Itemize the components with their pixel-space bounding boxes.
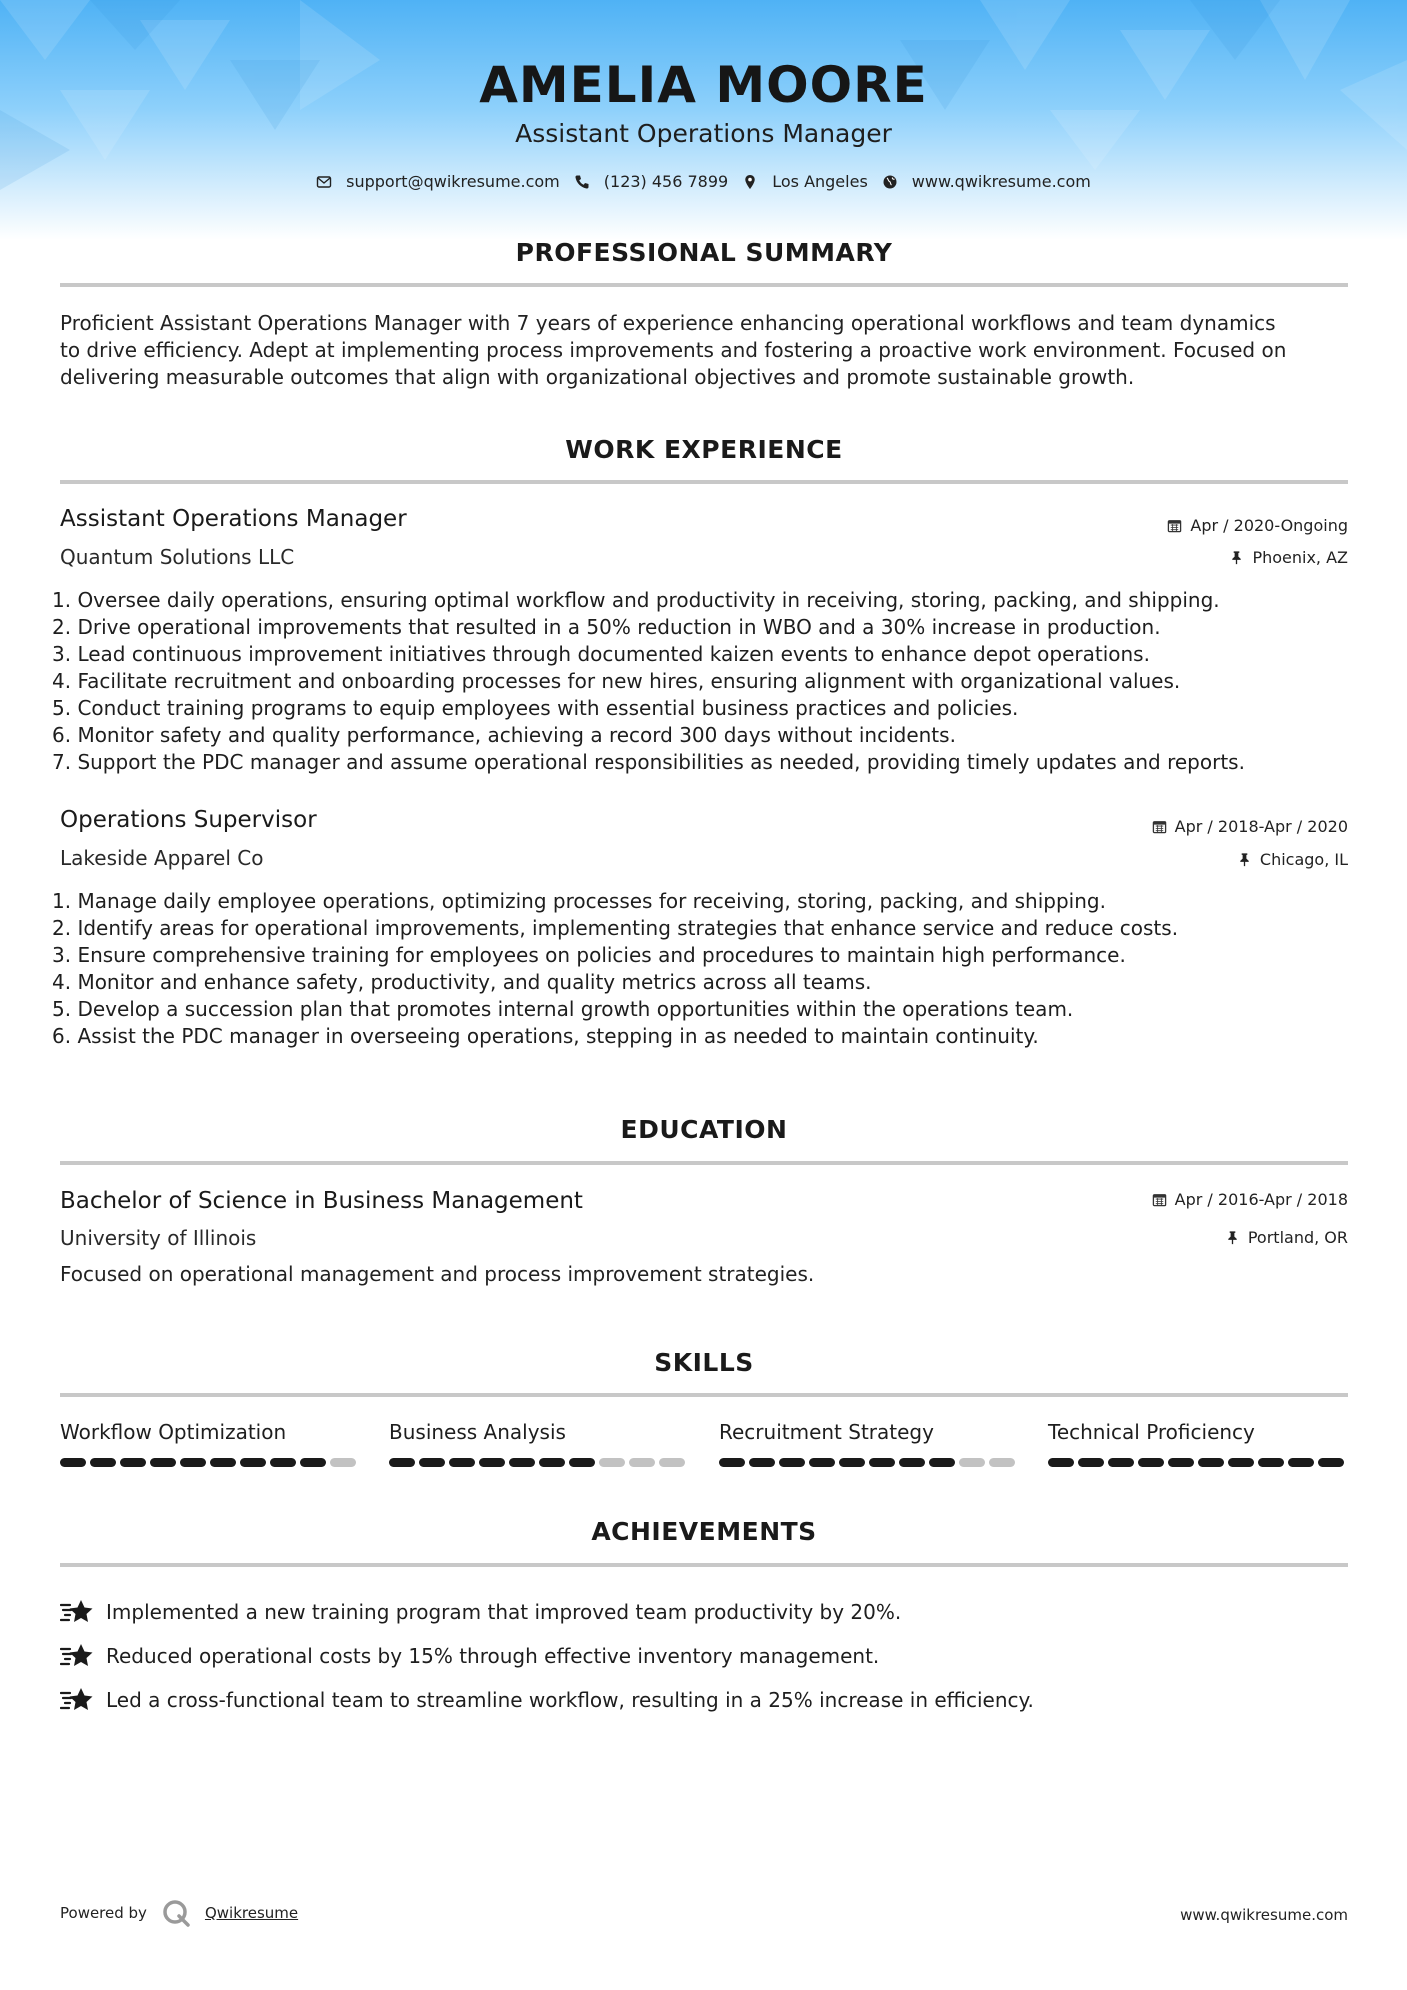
list-item: 5. Conduct training programs to equip employees with essential business practices and policies. (52, 696, 1019, 720)
skill-segment-filled (1108, 1458, 1134, 1467)
summary-line: Proficient Assistant Operations Manager with 7 years of experience enhancing operational workflows and team dynamics (60, 311, 1276, 335)
skill-segment-filled (539, 1458, 565, 1467)
job-company: Lakeside Apparel Co (60, 846, 264, 870)
skill-level-bar (719, 1458, 1019, 1467)
skill-segment-filled (929, 1458, 955, 1467)
skill-label: Recruitment Strategy (719, 1420, 934, 1444)
experience-heading: WORK EXPERIENCE (565, 435, 843, 464)
job-bullets (52, 587, 1352, 776)
shooting-star-icon (60, 1597, 94, 1627)
skill-segment-filled (300, 1458, 326, 1467)
skills-divider (60, 1393, 1348, 1397)
achievement-text: Implemented a new training program that improved team productivity by 20%. (106, 1600, 902, 1624)
achievements-divider (60, 1563, 1348, 1567)
achievement-item (60, 1678, 1350, 1722)
summary-line: to drive efficiency. Adept at implementing process improvements and fostering a proactive work environment. Focused on (60, 338, 1287, 362)
list-item: 2. Drive operational improvements that resulted in a 50% reduction in WBO and a 30% increase in production. (52, 615, 1161, 639)
education-location (1225, 1228, 1348, 1247)
footer-powered-by (60, 1898, 298, 1928)
list-item: 1. Oversee daily operations, ensuring optimal workflow and productivity in receiving, storing, packing, and shipping. (52, 588, 1220, 612)
job-dates-text: Apr / 2020-Ongoing (1190, 516, 1348, 535)
skill-segment-filled (60, 1458, 86, 1467)
skills-list (60, 1420, 1350, 1480)
job-dates-text: Apr / 2018-Apr / 2020 (1174, 817, 1348, 836)
list-item: 7. Support the PDC manager and assume operational responsibilities as needed, providing timely updates and reports. (52, 750, 1245, 774)
skill-level-bar (1048, 1458, 1348, 1467)
summary-divider (60, 283, 1348, 287)
pushpin-icon (1229, 550, 1244, 565)
shooting-star-icon (60, 1685, 94, 1715)
list-item: 3. Lead continuous improvement initiatives through documented kaizen events to enhance depot operations. (52, 642, 1150, 666)
skill-level-bar (389, 1458, 689, 1467)
skill-item (60, 1420, 360, 1467)
skill-segment-filled (240, 1458, 266, 1467)
skill-segment-filled (569, 1458, 595, 1467)
job-title: Operations Supervisor (60, 807, 317, 833)
list-item: 3. Ensure comprehensive training for employees on policies and procedures to maintain high performance. (52, 943, 1126, 967)
pushpin-icon (1225, 1230, 1240, 1245)
candidate-title: Assistant Operations Manager (515, 119, 892, 148)
skill-segment-filled (1168, 1458, 1194, 1467)
skill-level-bar (60, 1458, 360, 1467)
job-bullets (52, 888, 1352, 1050)
footer-website[interactable]: www.qwikresume.com (1180, 1906, 1348, 1924)
skill-segment-filled (1198, 1458, 1224, 1467)
skill-segment-filled (839, 1458, 865, 1467)
skill-segment-empty (599, 1458, 625, 1467)
achievements-list (60, 1590, 1350, 1722)
candidate-name: AMELIA MOORE (479, 56, 928, 114)
skill-item (389, 1420, 689, 1467)
skill-segment-filled (389, 1458, 415, 1467)
globe-icon (882, 174, 898, 190)
skill-label: Workflow Optimization (60, 1420, 287, 1444)
skill-segment-filled (1228, 1458, 1254, 1467)
skill-segment-filled (1288, 1458, 1314, 1467)
list-item: 6. Assist the PDC manager in overseeing operations, stepping in as needed to maintain continuity. (52, 1024, 1039, 1048)
education-dates (1152, 1190, 1348, 1209)
shooting-star-icon (60, 1641, 94, 1671)
achievement-item (60, 1590, 1350, 1634)
skill-segment-filled (1258, 1458, 1284, 1467)
list-item: 1. Manage daily employee operations, optimizing processes for receiving, storing, packing, and shipping. (52, 889, 1106, 913)
skill-segment-filled (479, 1458, 505, 1467)
skill-segment-filled (180, 1458, 206, 1467)
contact-phone-text: (123) 456 7899 (603, 172, 729, 191)
skill-segment-filled (120, 1458, 146, 1467)
qwikresume-logo-icon (161, 1898, 191, 1928)
skill-segment-filled (509, 1458, 535, 1467)
contact-location (742, 172, 868, 191)
contact-bar (0, 172, 1407, 191)
job-location (1237, 850, 1348, 869)
skill-segment-filled (449, 1458, 475, 1467)
skill-item (719, 1420, 1019, 1467)
contact-email-text: support@qwikresume.com (346, 172, 560, 191)
skill-segment-filled (779, 1458, 805, 1467)
skill-segment-filled (419, 1458, 445, 1467)
school-name: University of Illinois (60, 1226, 257, 1250)
contact-website[interactable] (882, 172, 1091, 191)
summary-line: delivering measurable outcomes that align with organizational objectives and promote sustainable growth. (60, 365, 1135, 389)
education-location-text: Portland, OR (1247, 1228, 1348, 1247)
job-title: Assistant Operations Manager (60, 506, 407, 532)
map-pin-icon (742, 174, 758, 190)
calendar-icon (1167, 518, 1182, 533)
job-location-text: Phoenix, AZ (1252, 548, 1348, 567)
skill-segment-filled (1048, 1458, 1074, 1467)
education-heading: EDUCATION (620, 1115, 788, 1144)
skill-segment-filled (90, 1458, 116, 1467)
list-item: 6. Monitor safety and quality performance, achieving a record 300 days without incidents. (52, 723, 956, 747)
list-item: 4. Monitor and enhance safety, productivity, and quality metrics across all teams. (52, 970, 872, 994)
summary-heading: PROFESSIONAL SUMMARY (515, 238, 893, 267)
skill-segment-filled (749, 1458, 775, 1467)
skill-item (1048, 1420, 1348, 1467)
skill-segment-filled (809, 1458, 835, 1467)
skill-segment-filled (210, 1458, 236, 1467)
contact-website-text: www.qwikresume.com (911, 172, 1091, 191)
skill-segment-filled (270, 1458, 296, 1467)
skill-segment-filled (1318, 1458, 1344, 1467)
skill-segment-empty (659, 1458, 685, 1467)
skill-segment-filled (899, 1458, 925, 1467)
achievement-text: Reduced operational costs by 15% through effective inventory management. (106, 1644, 880, 1668)
skill-segment-empty (989, 1458, 1015, 1467)
job-location (1229, 548, 1348, 567)
envelope-icon (316, 174, 332, 190)
skill-segment-empty (629, 1458, 655, 1467)
contact-location-text: Los Angeles (772, 172, 868, 191)
skill-segment-filled (1138, 1458, 1164, 1467)
calendar-icon (1152, 1192, 1167, 1207)
skill-segment-empty (959, 1458, 985, 1467)
summary-text (60, 310, 1350, 391)
list-item: 4. Facilitate recruitment and onboarding processes for new hires, ensuring alignment with organizational values. (52, 669, 1181, 693)
education-divider (60, 1161, 1348, 1165)
skill-segment-filled (719, 1458, 745, 1467)
experience-divider (60, 480, 1348, 484)
education-dates-text: Apr / 2016-Apr / 2018 (1174, 1190, 1348, 1209)
job-location-text: Chicago, IL (1259, 850, 1348, 869)
skills-heading: SKILLS (654, 1348, 754, 1377)
skill-label: Technical Proficiency (1048, 1420, 1255, 1444)
degree-title: Bachelor of Science in Business Management (60, 1188, 583, 1214)
contact-email[interactable] (316, 172, 560, 191)
achievement-item (60, 1634, 1350, 1678)
skill-label: Business Analysis (389, 1420, 566, 1444)
job-company: Quantum Solutions LLC (60, 545, 295, 569)
pushpin-icon (1237, 852, 1252, 867)
job-dates (1167, 516, 1348, 535)
phone-icon (574, 174, 590, 190)
skill-segment-filled (869, 1458, 895, 1467)
powered-by-label: Powered by (60, 1904, 147, 1922)
achievements-heading: ACHIEVEMENTS (591, 1517, 817, 1546)
skill-segment-empty (330, 1458, 356, 1467)
calendar-icon (1152, 819, 1167, 834)
contact-phone[interactable] (574, 172, 728, 191)
education-description: Focused on operational management and process improvement strategies. (60, 1262, 815, 1286)
skill-segment-filled (1078, 1458, 1104, 1467)
list-item: 2. Identify areas for operational improvements, implementing strategies that enhance service and reduce costs. (52, 916, 1179, 940)
skill-segment-filled (150, 1458, 176, 1467)
qwikresume-link[interactable]: Qwikresume (204, 1904, 299, 1922)
job-dates (1152, 817, 1348, 836)
list-item: 5. Develop a succession plan that promotes internal growth opportunities within the operations team. (52, 997, 1074, 1021)
achievement-text: Led a cross-functional team to streamline workflow, resulting in a 25% increase in efficiency. (106, 1688, 1034, 1712)
